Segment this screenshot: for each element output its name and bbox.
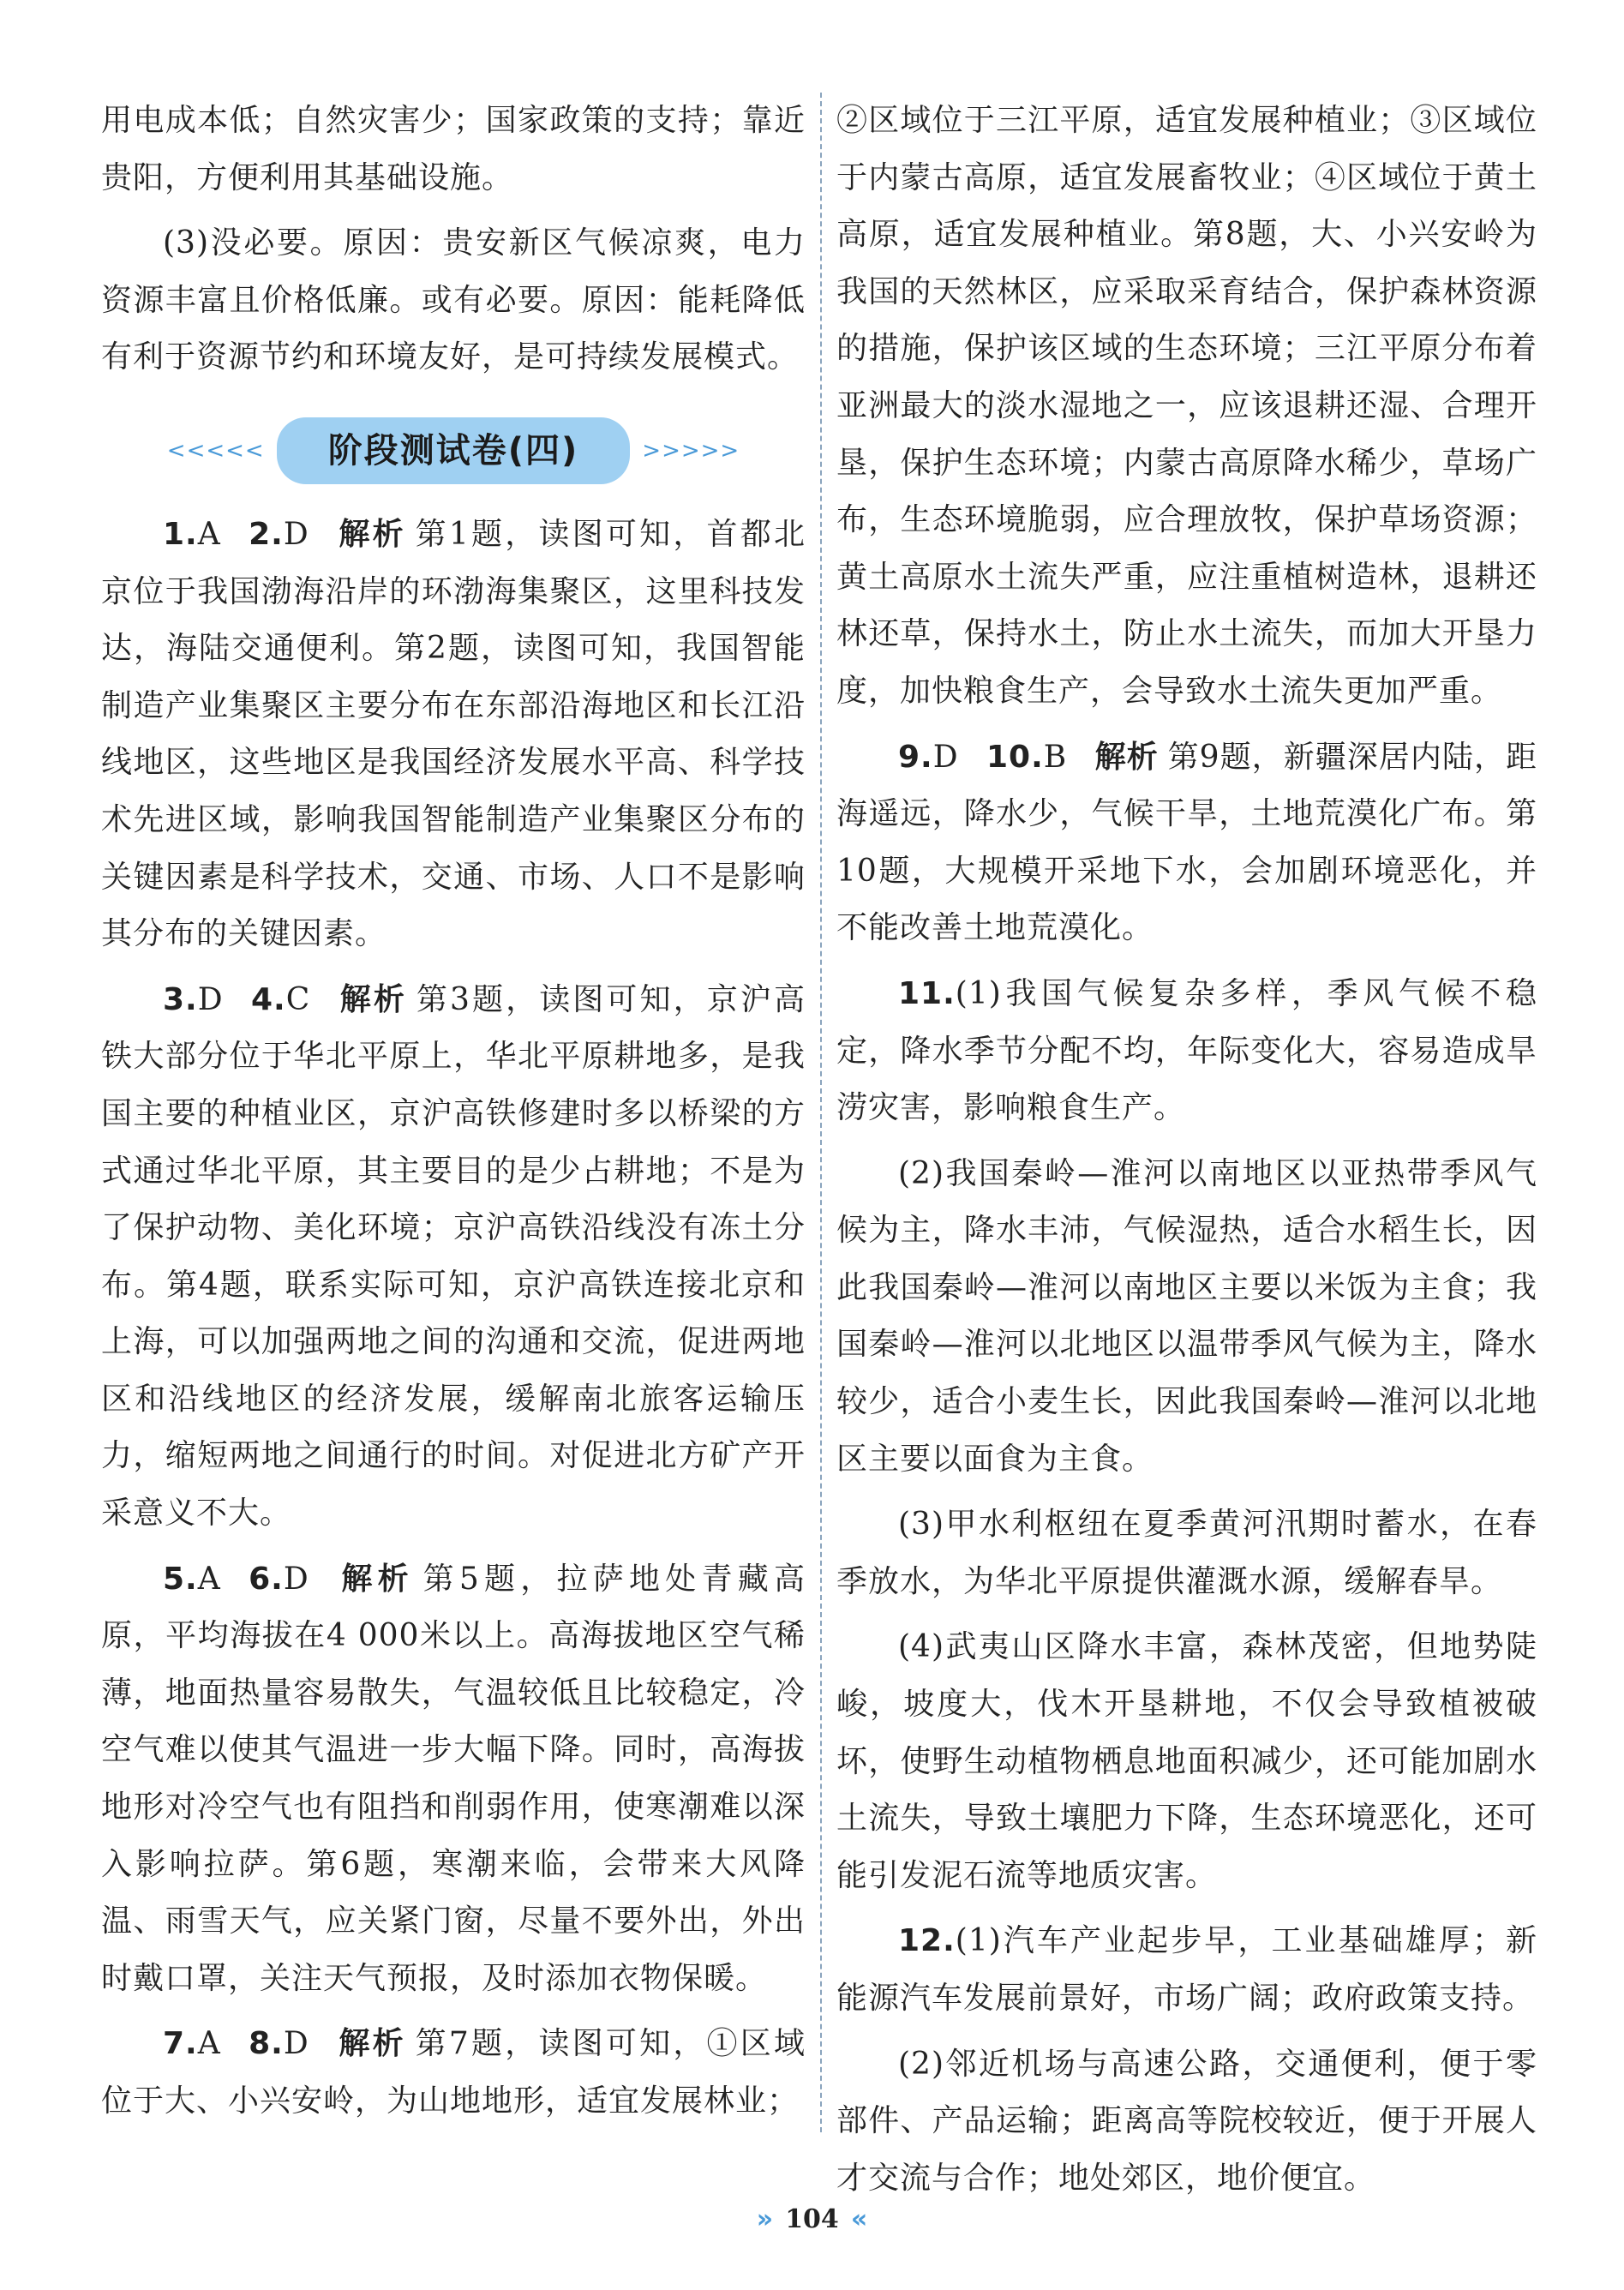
left-paragraph-2: (3)没必要。原因：贵安新区气候凉爽，电力资源丰富且价格低廉。或有必要。原因：能耗降低有利于资源节约和环境友好，是可持续发展模式。 [101,225,806,375]
answer-q12-part2: (2)邻近机场与高速公路，交通便利，便于零部件、产品运输；距离高等院校较近，便于开展人才交流与合作；地处郊区，地价便宜。 [836,2046,1537,2196]
answer-q1-2: 1.A 2.D 解析 第1题，读图可知，首都北京位于我国渤海沿岸的环渤海集聚区，这里科技发达，海陆交通便利。第2题，读图可知，我国智能制造产业集聚区主要分布在东部沿海地区和长江沿线地区，这些地区是我国经济发展水平高、科学技术先进区域，影响我国智能制造产业集聚区分布的关键因素是科学技术，交通、市场、人口不是影响其分布的关键因素。 [101,516,806,952]
answer-q3-4: 3.D 4.C 解析 第3题，读图可知，京沪高铁大部分位于华北平原上，华北平原耕地多，是我国主要的种植业区，京沪高铁修建时多以桥梁的方式通过华北平原，其主要目的是少占耕地；不是为了保护动物、美化环境；京沪高铁沿线没有冻土分布。第4题，联系实际可知，京沪高铁连接北京和上海，可以加强两地之间的沟通和交流，促进两地区和沿线地区的经济发展，缓解南北旅客运输压力，缩短两地之间通行的时间。对促进北方矿产开采意义不大。 [101,981,806,1532]
chevrons-left-icon: <<<<< [166,437,265,464]
answer-q9-10: 9.D 10.B 解析 第9题，新疆深居内陆，距海遥远，降水少，气候干旱，土地荒漠化广布。第10题，大规模开采地下水，会加剧环境恶化，并不能改善土地荒漠化。 [836,739,1537,946]
page-footer [0,2204,1624,2234]
section-header [101,421,806,481]
analysis-label: 解析 [337,1561,414,1597]
answer-q11-part2: (2)我国秦岭—淮河以南地区以亚热带季风气候为主，降水丰沛，气候湿热，适合水稻生长，因此我国秦岭—淮河以南地区主要以米饭为主食；我国秦岭—淮河以北地区以温带季风气候为主，降水较少，适合小麦生长，因此我国秦岭—淮河以北地区主要以面食为主食。 [836,1155,1537,1477]
left-column [101,93,806,2139]
answer-q12-part1: 12.(1)汽车产业起步早，工业基础雄厚；新能源汽车发展前景好，市场广阔；政府政策支持。 [836,1923,1537,2016]
column-divider [820,93,822,2132]
chevron-left-icon: « [850,2204,868,2234]
analysis-label: 解析 [1094,739,1159,775]
left-paragraph-1: 用电成本低；自然灾害少；国家政策的支持；靠近贵阳，方便利用其基础设施。 [101,103,806,195]
answer-q11-part3: (3)甲水利枢纽在夏季黄河汛期时蓄水，在春季放水，为华北平原提供灌溉水源，缓解春旱。 [836,1507,1537,1599]
section-title: 阶段测试卷(四) [277,417,631,485]
analysis-label: 解析 [337,2026,406,2062]
right-column [836,93,1537,2215]
analysis-label: 解析 [337,516,406,552]
answer-q7-8: 7.A 8.D 解析 第7题，读图可知，①区域位于大、小兴安岭，为山地地形，适宜发展林业； [101,2026,806,2119]
answer-q5-6: 5.A 6.D 解析 第5题，拉萨地处青藏高原，平均海拔在4 000米以上。高海拔地区空气稀薄，地面热量容易散失，气温较低且比较稳定，冷空气难以使其气温进一步大幅下降。同时，高海拔地形对冷空气也有阻挡和削弱作用，使寒潮难以深入影响拉萨。第6题，寒潮来临，会带来大风降温、雨雪天气，应关紧门窗，尽量不要外出，外出时戴口罩，关注天气预报，及时添加衣物保暖。 [101,1561,806,1996]
answer-q11-part1: 11.(1)我国气候复杂多样，季风气候不稳定，降水季节分配不均，年际变化大，容易造成旱涝灾害，影响粮食生产。 [836,975,1537,1126]
chevron-right-icon: » [756,2204,774,2234]
analysis-label: 解析 [338,981,408,1017]
answer-q7-8-continued: ②区域位于三江平原，适宜发展种植业；③区域位于内蒙古高原，适宜发展畜牧业；④区域位于黄土高原，适宜发展种植业。第8题，大、小兴安岭为我国的天然林区，应采取采育结合，保护森林资源的措施，保护该区域的生态环境；三江平原分布着亚洲最大的淡水湿地之一，应该退耕还湿、合理开垦，保护生态环境；内蒙古高原降水稀少，草场广布，生态环境脆弱，应合理放牧，保护草场资源；黄土高原水土流失严重，应注重植树造林，退耕还林还草，保持水土，防止水土流失，而加大开垦力度，加快粮食生产，会导致水土流失更加严重。 [836,103,1537,709]
answer-q11-part4: (4)武夷山区降水丰富，森林茂密，但地势陡峻，坡度大，伐木开垦耕地，不仅会导致植被破坏，使野生动植物栖息地面积减少，还可能加剧水土流失，导致土壤肥力下降，生态环境恶化，还可能引发泥石流等地质灾害。 [836,1629,1537,1893]
chevrons-right-icon: >>>>> [642,437,740,464]
page-number: 104 [785,2204,839,2234]
